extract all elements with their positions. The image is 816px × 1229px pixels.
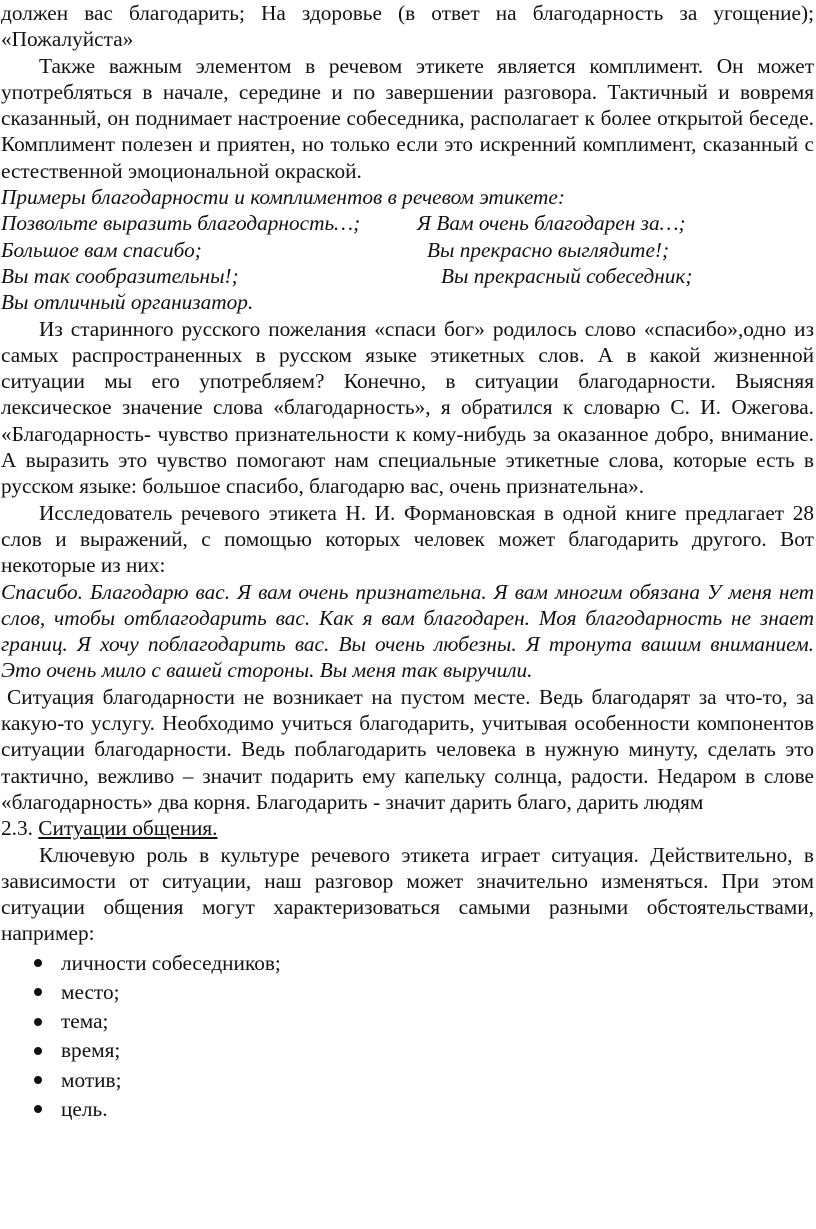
bullet-icon [34,988,42,996]
list-item-text: цель. [61,1096,108,1121]
paragraph-formanovskaya: Исследователь речевого этикета Н. И. Формановская в одной книге предлагает 28 слов и выражений, с помощью которых человек может благодарить другого. Вот некоторые из них: [1,500,814,578]
example-left: Большое вам спасибо; [1,237,202,262]
list-item [1,1066,814,1095]
bullet-icon [34,1047,42,1055]
example-right: Вы прекрасно выглядите!; [427,237,670,262]
list-item-text: личности собеседников; [61,950,281,975]
bullet-icon [34,1076,42,1084]
list-item-text: время; [61,1038,121,1063]
section-number: 2.3. [1,816,33,841]
list-item [1,1007,814,1036]
examples-title: Примеры благодарности и комплиментов в речевом этикете: [1,185,565,210]
example-right: Я Вам очень благодарен за…; [417,211,686,236]
example-last: Вы отличный организатор. [1,290,254,315]
list-item [1,1036,814,1065]
list-item-text: место; [61,979,120,1004]
section-heading [1,815,814,841]
paragraph-intro-continuation: должен вас благодарить; На здоровье (в ответ на благодарность за угощение); «Пожалуйста» [1,1,814,52]
bullet-icon [34,1105,42,1113]
list-item-text: тема; [61,1009,109,1034]
examples-row [1,263,814,289]
examples-row [1,237,814,263]
example-left: Позвольте выразить благодарность…; [1,211,361,236]
bullet-list [1,949,814,1124]
list-item [1,1095,814,1124]
list-item-text: мотив; [61,1067,122,1092]
paragraph-compliment: Также важным элементом в речевом этикете является комплимент. Он может употребляться в начале, середине и по завершении разговора. Тактичный и вовремя сказанный, он поднимает настроение собеседника, располагает к более открытой беседе. Комплимент полезен и приятен, но только если это искренний комплимент, сказанный с естественной эмоциональной окраской. [1,53,814,183]
list-item [1,949,814,978]
paragraph-thanks-expressions: Спасибо. Благодарю вас. Я вам очень признательна. Я вам многим обязана У меня нет слов, чтобы отблагодарить вас. Как я вам благодарен. Моя благодарность не знает границ. Я хочу поблагодарить вас. Вы очень любезны. Я тронута вашим вниманием. Это очень мило с вашей стороны. Вы меня так выручили. [1,579,814,683]
bullet-icon [34,1018,42,1026]
example-right: Вы прекрасный собеседник; [441,263,693,288]
paragraph-situations: Ключевую роль в культуре речевого этикета играет ситуация. Действительно, в зависимости от ситуации, наш разговор может значительно изменяться. При этом ситуации общения могут характеризоваться самыми разными обстоятельствами, например: [1,842,814,946]
paragraph-gratitude-situation: Ситуация благодарности не возникает на пустом месте. Ведь благодарят за что-то, за какую-то услугу. Необходимо учиться благодарить, учитывая особенности компонентов ситуации благодарности. Ведь поблагодарить человека в нужную минуту, сделать это тактично, вежливо – значит подарить ему капельку солнца, радости. Недаром в слове «благодарность» два корня. Благодарить - значит дарить благо, дарить людям [1,684,814,814]
bullet-icon [34,959,42,967]
section-title: Ситуации общения. [38,816,218,841]
list-item [1,978,814,1007]
example-left: Вы так сообразительны!; [1,263,239,288]
paragraph-spasibo-origin: Из старинного русского пожелания «спаси бог» родилось слово «спасибо»,одно из самых распространенных в русском языке этикетных слов. А в какой жизненной ситуации мы его употребляем? Конечно, в ситуации благодарности. Выясняя лексическое значение слова «благодарность», я обратился к словарю С. И. Ожегова. «Благодарность- чувство признательности к кому-нибудь за оказанное добро, внимание. А выразить это чувство помогают нам специальные этикетные слова, которые есть в русском языке: большое спасибо, благодарю вас, очень признательна». [1,316,814,499]
examples-row [1,210,814,236]
